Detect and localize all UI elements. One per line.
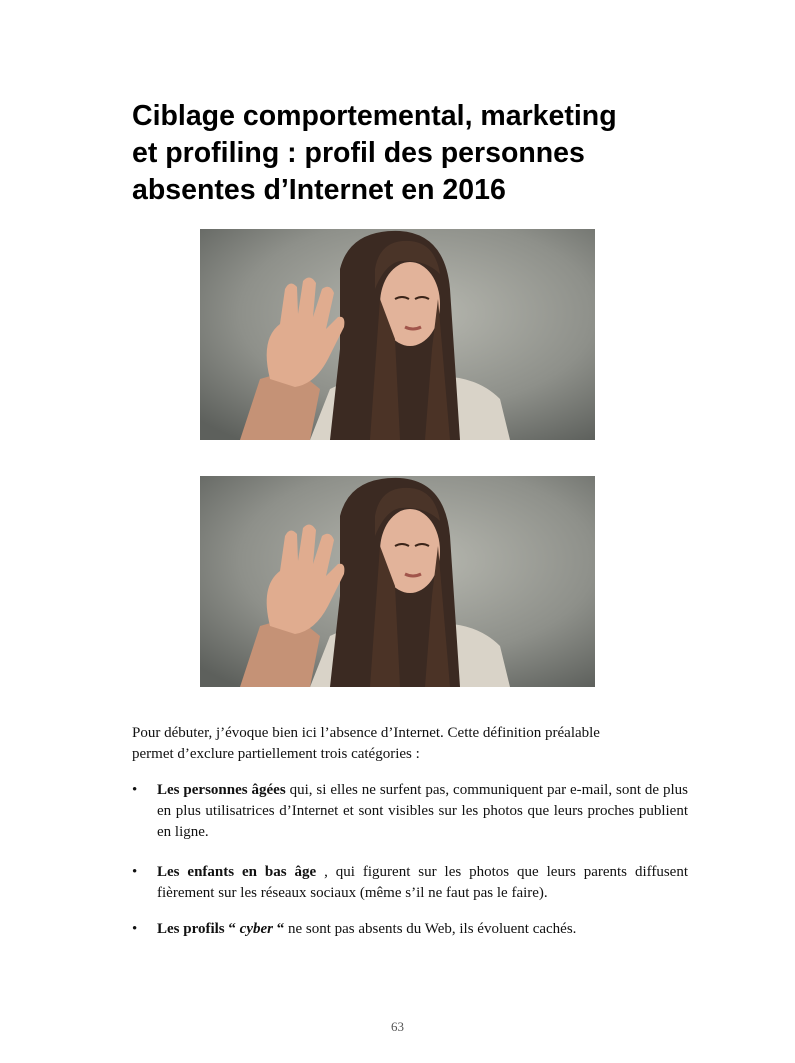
intro-line: permet d’exclure partiellement trois catégories :	[132, 746, 420, 762]
title-line: absentes d’Internet en 2016	[132, 174, 506, 206]
title-line: et profiling : profil des personnes	[132, 137, 585, 169]
list-item-text: qui, si elles ne surfent pas, communiquent par e-mail, sont de plus en plus utilisatrices d’Internet et sont visibles sur les photos que leurs proches publient en ligne.	[157, 782, 689, 840]
bullet-marker: •	[132, 921, 138, 937]
list-item-text: ne sont pas absents du Web, ils évoluent cachés.	[284, 921, 577, 937]
list-item-text: , qui figurent sur les photos que leurs parents diffusent fièrement sur les réseaux sociaux (même s’il ne faut pas le faire).	[157, 864, 688, 901]
list-item-bold: Les personnes âgées	[157, 782, 286, 798]
page-number: 63	[391, 1019, 404, 1034]
bullet-marker: •	[132, 864, 138, 880]
list-item-bold: Les enfants en bas âge	[157, 864, 317, 880]
intro-paragraph	[132, 723, 663, 765]
title-line: Ciblage comportemental, marketing	[132, 100, 617, 132]
list-item-bold: Les profils “	[157, 921, 240, 937]
list-item-bold: “	[272, 921, 285, 937]
list-item-bold-italic: cyber	[239, 921, 273, 937]
woman-stop-gesture-photo	[200, 229, 595, 440]
list-item	[132, 919, 688, 940]
bullet-marker: •	[132, 782, 138, 798]
intro-line: Pour débuter, j’évoque bien ici l’absence d’Internet. Cette définition préalable	[132, 725, 600, 741]
page-title	[132, 98, 692, 209]
list-item	[132, 780, 688, 843]
woman-stop-gesture-photo	[200, 476, 595, 687]
list-item	[132, 862, 688, 904]
